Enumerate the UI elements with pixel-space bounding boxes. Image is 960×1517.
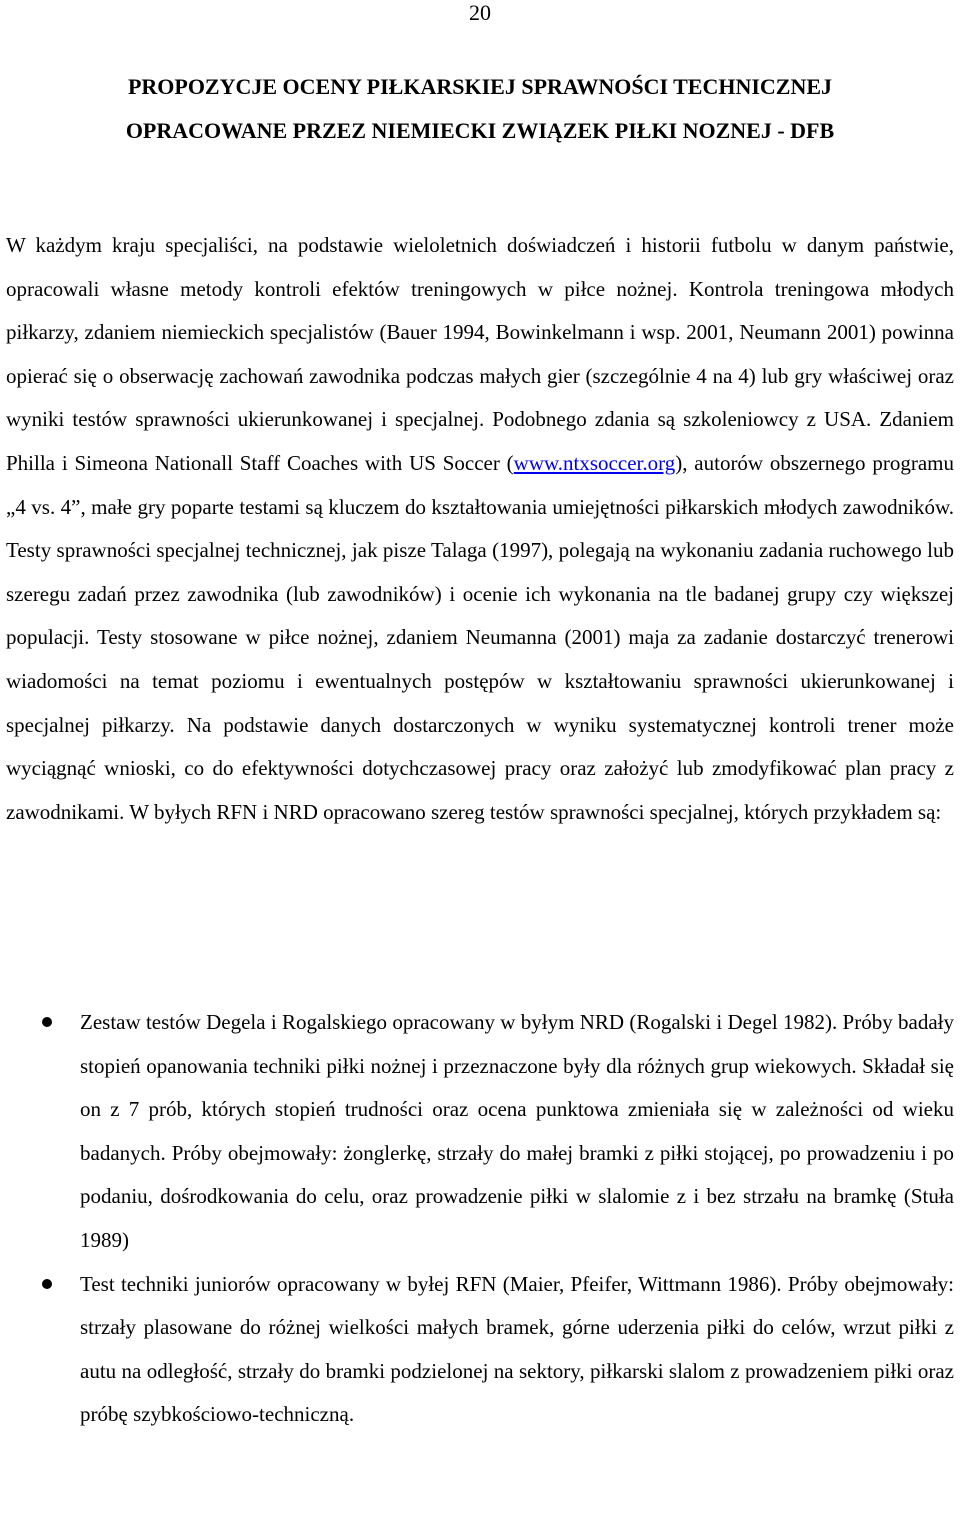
bullet-icon [42,1279,52,1289]
page-title-line-2: OPRACOWANE PRZEZ NIEMIECKI ZWIĄZEK PIŁKI NOZNEJ - DFB [125,118,835,143]
list-item [0,1001,960,1263]
page-title-line-1: PROPOZYCJE OCENY PIŁKARSKIEJ SPRAWNOŚCI TECHNICZNEJ [127,74,833,99]
body-text-part-2: ), autorów obszernego programu „4 vs. 4”, małe gry poparte testami są kluczem do kształtowania umiejętności piłkarskich młodych zawodników. Testy sprawności specjalnej technicznej, jak pisze Talaga (1997), polegają na wykonaniu zadania ruchowego lub szeregu zadań przez zawodnika (lub zawodników) i ocenie ich wykonania na tle badanej grupy czy większej populacji. Testy stosowane w piłce nożnej, zdaniem Neumanna (2001) maja za zadanie dostarczyć trenerowi wiadomości na temat poziomu i ewentualnych postępów w kształtowaniu sprawności ukierunkowanej i specjalnej piłkarzy. Na podstawie danych dostarczonych w wyniku systematycznej kontroli trener może wyciągnąć wnioski, co do efektywności dotychczasowej pracy oraz założyć lub zmodyfikować plan pracy z zawodnikami. W byłych RFN i NRD opracowano szereg testów sprawności specjalnej, których przykładem są: [6,450,954,824]
body-paragraph [6,224,954,834]
list-item [0,1263,960,1437]
ntxsoccer-link[interactable]: www.ntxsoccer.org [513,450,676,475]
list-item-text: Zestaw testów Degela i Rogalskiego opracowany w byłym NRD (Rogalski i Degel 1982). Próby badały stopień opanowania techniki piłki nożnej i przeznaczone były dla różnych grup wiekowych. Składał się on z 7 prób, których stopień trudności oraz ocena punktowa zmieniała się w zależności od wieku badanych. Próby obejmowały: żonglerkę, strzały do małej bramki z piłki stojącej, po prowadzeniu i po podaniu, dośrodkowania do celu, oraz prowadzenie piłki w slalomie z i bez strzału na bramkę (Stuła 1989) [80,1010,954,1252]
bullet-icon [42,1017,52,1027]
test-list [0,1001,960,1437]
page-number: 20 [469,0,491,25]
list-item-text: Test techniki juniorów opracowany w byłej RFN (Maier, Pfeifer, Wittmann 1986). Próby obejmowały: strzały plasowane do różnej wielkości małych bramek, górne uderzenia piłki do celów, wrzut piłki z autu na odległość, strzały do bramki podzielonej na sektory, piłkarski slalom z prowadzeniem piłki oraz próbę szybkościowo-techniczną. [80,1271,954,1427]
body-text-part-1: W każdym kraju specjaliści, na podstawie wieloletnich doświadczeń i historii futbolu w danym państwie, opracowali własne metody kontroli efektów treningowych w piłce nożnej. Kontrola treningowa młodych piłkarzy, zdaniem niemieckich specjalistów (Bauer 1994, Bowinkelmann i wsp. 2001, Neumann 2001) powinna opierać się o obserwację zachowań zawodnika podczas małych gier (szczególnie 4 na 4) lub gry właściwej oraz wyniki testów sprawności ukierunkowanej i specjalnej. Podobnego zdania są szkoleniowcy z USA. Zdaniem Philla i Simeona Nationall Staff Coaches with US Soccer ( [6,233,954,475]
